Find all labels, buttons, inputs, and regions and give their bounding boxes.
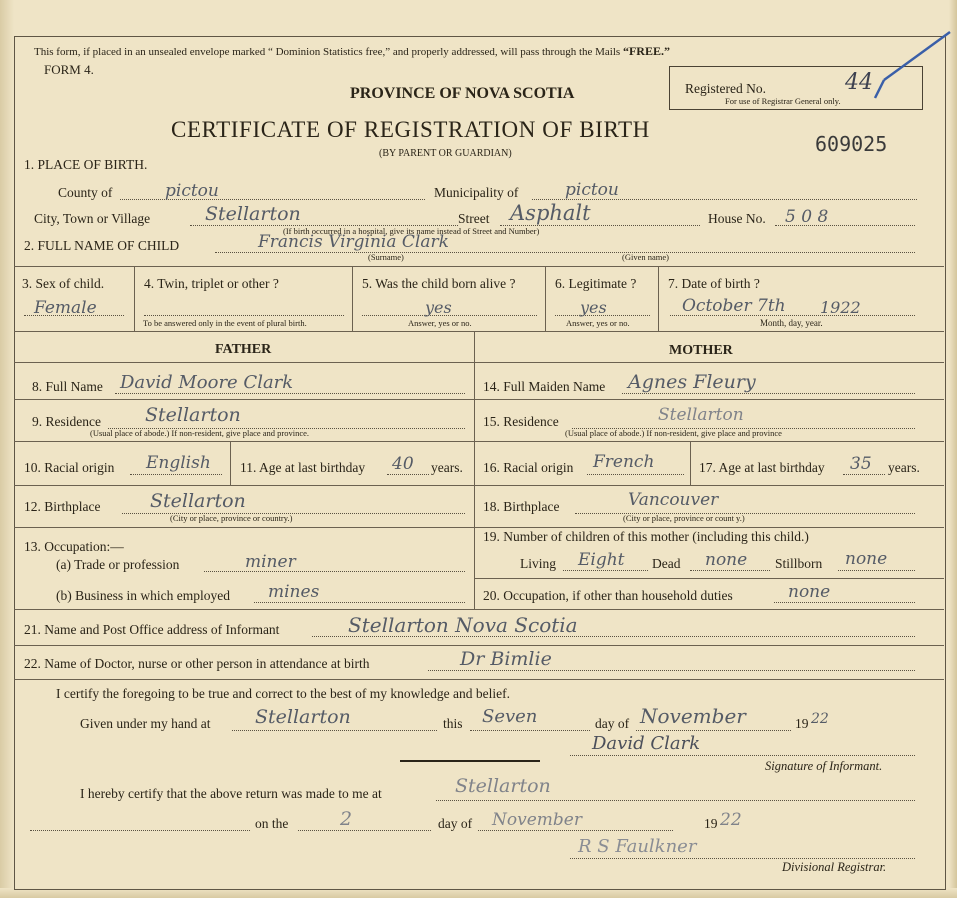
document-subtitle: (BY PARENT OR GUARDIAN) [379, 148, 512, 159]
occupation-heading: 13. Occupation:— [24, 539, 124, 554]
paper-right-edge [949, 0, 957, 898]
father-age-label: 11. Age at last birthday [240, 460, 366, 475]
father-rule-12 [14, 527, 474, 528]
dob-year: 1922 [820, 298, 861, 317]
dob-label: 7. Date of birth ? [668, 276, 760, 291]
city-label: City, Town or Village [34, 211, 151, 226]
divider-3-4 [134, 266, 135, 331]
living-label: Living [520, 556, 556, 571]
child-name-line [215, 252, 915, 253]
father-heading: FATHER [215, 342, 272, 357]
given-label: Given under my hand at [80, 716, 211, 731]
divider-4-5 [352, 266, 353, 331]
dead-line [690, 570, 770, 571]
mother-birthplace-label: 18. Birthplace [483, 499, 560, 514]
registrar-year-prefix: 19 [704, 816, 718, 831]
registrar-month-line [478, 830, 673, 831]
father-birthplace-label: 12. Birthplace [24, 499, 101, 514]
place-of-birth-heading: 1. PLACE OF BIRTH. [24, 157, 148, 172]
informant-label: 21. Name and Post Office address of Informant [24, 622, 280, 637]
business-line [254, 602, 465, 603]
year-suffix: 22 [811, 711, 829, 727]
mother-rule-15 [474, 441, 944, 442]
registrar-place-line [436, 800, 915, 801]
county-value: pictou [165, 181, 219, 201]
registrar-day-line [298, 830, 431, 831]
stillborn-line [838, 570, 915, 571]
mother-abode-note: (Usual place of abode.) If non-resident, give place and province [565, 428, 782, 438]
registrar-only-note: For use of Registrar General only. [725, 96, 841, 106]
registrar-statement: I hereby certify that the above return was made to me at [80, 786, 382, 801]
informant-value: Stellarton Nova Scotia [348, 613, 578, 637]
informant-signature: David Clark [592, 733, 701, 754]
registrar-day-of-label: day of [438, 816, 473, 831]
legitimate-value: yes [580, 298, 607, 317]
registrar-year-suffix: 22 [720, 810, 742, 830]
year-prefix: 19 [795, 716, 809, 731]
father-name-line [115, 393, 465, 394]
father-age-value: 40 [392, 454, 414, 474]
business-value: mines [268, 582, 320, 602]
father-name-value: David Moore Clark [120, 372, 294, 393]
hospital-note: (If birth occurred in a hospital, give its name instead of Street and Number) [283, 226, 540, 236]
county-label: County of [58, 185, 113, 200]
rule-below-informant [14, 645, 944, 646]
certificate-number: 609025 [815, 132, 888, 156]
father-abode-note: (Usual place of abode.) If non-resident, give place and province. [90, 428, 310, 438]
born-alive-label: 5. Was the child born alive ? [362, 276, 516, 291]
mother-birthplace-value: Vancouver [628, 490, 719, 510]
sex-value: Female [34, 298, 97, 318]
father-birthplace-value: Stellarton [150, 490, 246, 512]
registrar-place-value: Stellarton [455, 775, 551, 797]
mother-rule-19 [474, 578, 944, 579]
mother-racial-age-divider [690, 441, 691, 485]
province-heading: PROVINCE OF NOVA SCOTIA [350, 85, 575, 102]
registrar-signature-line [570, 858, 915, 859]
mother-name-label: 14. Full Maiden Name [483, 379, 606, 394]
mother-rule-14 [474, 399, 944, 400]
twin-line [144, 315, 344, 316]
city-value: Stellarton [205, 203, 301, 225]
registrar-signature-label: Divisional Registrar. [782, 860, 887, 874]
mother-years-label: years. [888, 460, 920, 475]
street-value: Asphalt [510, 201, 591, 225]
day-line [470, 730, 590, 731]
form-number: FORM 4. [44, 62, 94, 77]
given-place-line [232, 730, 437, 731]
father-years-label: years. [431, 460, 463, 475]
divider-6-7 [658, 266, 659, 331]
rule-below-doctor [14, 679, 944, 680]
mother-occupation-line [774, 602, 915, 603]
rule-above-row3 [14, 266, 944, 267]
born-alive-note: Answer, yes or no. [408, 318, 472, 328]
mother-racial-line [587, 474, 684, 475]
father-rule-9 [14, 441, 474, 442]
given-name-note: (Given name) [622, 252, 669, 262]
dob-month-day: October 7th [682, 296, 786, 316]
mother-occupation-label: 20. Occupation, if other than household duties [483, 588, 733, 603]
mother-age-line [843, 474, 885, 475]
father-rule-8 [14, 399, 474, 400]
day-of-label: day of [595, 716, 630, 731]
father-racial-label: 10. Racial origin [24, 460, 115, 475]
twin-note: To be answered only in the event of plural birth. [143, 318, 307, 328]
registrar-month-value: November [492, 810, 582, 830]
mother-age-label: 17. Age at last birthday [699, 460, 825, 475]
document-title: CERTIFICATE OF REGISTRATION OF BIRTH [171, 117, 650, 142]
mother-racial-label: 16. Racial origin [483, 460, 574, 475]
informant-signature-line [570, 755, 915, 756]
mail-notice [34, 44, 670, 59]
sex-label: 3. Sex of child. [22, 276, 105, 291]
divider-5-6 [545, 266, 546, 331]
rule-below-row3 [14, 331, 944, 332]
mail-notice-free: “FREE.” [622, 44, 670, 58]
father-racial-age-divider [230, 441, 231, 485]
twin-label: 4. Twin, triplet or other ? [144, 276, 279, 291]
mother-rule-16 [474, 485, 944, 486]
trade-label: (a) Trade or profession [56, 557, 180, 572]
mother-residence-value: Stellarton [658, 405, 744, 425]
stillborn-value: none [845, 549, 888, 569]
father-age-line [387, 474, 429, 475]
living-line [563, 570, 648, 571]
mother-name-line [622, 393, 915, 394]
parents-column-divider [474, 331, 475, 609]
child-name-value: Francis Virginia Clark [258, 232, 449, 252]
house-value: 5 0 8 [785, 207, 829, 227]
mail-notice-text: This form, if placed in an unsealed envelope marked “ Dominion Statistics free,” and properly addressed, will pass through the Mails [34, 46, 621, 58]
mother-rule-18 [474, 527, 944, 528]
day-value: Seven [482, 706, 538, 727]
rule-below-parents [14, 609, 944, 610]
paper-left-edge [0, 0, 14, 898]
stillborn-label: Stillborn [775, 556, 823, 571]
registrar-signature: R S Faulkner [578, 836, 697, 857]
registrar-day-value: 2 [340, 808, 353, 830]
doctor-line [428, 670, 915, 671]
trade-value: miner [245, 552, 296, 572]
mother-name-value: Agnes Fleury [628, 371, 756, 393]
children-count-label: 19. Number of children of this mother (including this child.) [483, 529, 809, 544]
mother-birthplace-note: (City or place, province or count y.) [623, 513, 745, 523]
surname-note: (Surname) [368, 252, 404, 262]
father-birthplace-note: (City or place, province or country.) [170, 513, 293, 523]
legitimate-label: 6. Legitimate ? [555, 276, 637, 291]
father-residence-value: Stellarton [145, 404, 241, 426]
street-label: Street [458, 211, 490, 226]
given-place-value: Stellarton [255, 706, 351, 728]
doctor-value: Dr Bimlie [460, 648, 552, 670]
father-name-label: 8. Full Name [32, 379, 103, 394]
dead-value: none [705, 550, 748, 570]
born-alive-value: yes [425, 298, 452, 317]
informant-signature-label: Signature of Informant. [765, 759, 883, 773]
on-the-lead-line [30, 830, 250, 831]
rule-below-headings [14, 362, 944, 363]
municipality-label: Municipality of [434, 185, 519, 200]
this-label: this [443, 716, 463, 731]
municipality-value: pictou [565, 180, 619, 200]
doctor-label: 22. Name of Doctor, nurse or other person in attendance at birth [24, 656, 370, 671]
mother-residence-label: 15. Residence [483, 414, 559, 429]
registered-value: 44 [845, 70, 873, 95]
separator-short [400, 760, 540, 762]
dead-label: Dead [652, 556, 681, 571]
dob-note: Month, day, year. [760, 318, 823, 328]
father-rule-10 [14, 485, 474, 486]
trade-line [204, 571, 465, 572]
father-residence-label: 9. Residence [32, 414, 101, 429]
father-racial-value: English [146, 453, 211, 473]
mother-racial-value: French [593, 452, 655, 472]
house-label: House No. [708, 211, 766, 226]
mother-heading: MOTHER [669, 343, 733, 358]
father-racial-line [130, 474, 222, 475]
month-value: November [640, 704, 746, 728]
mother-age-value: 35 [850, 454, 872, 474]
child-name-label: 2. FULL NAME OF CHILD [24, 238, 180, 253]
legitimate-note: Answer, yes or no. [566, 318, 630, 328]
registered-label: Registered No. [685, 81, 766, 96]
pen-check-mark [870, 28, 955, 108]
on-the-label: on the [255, 816, 289, 831]
certify-statement: I certify the foregoing to be true and correct to the best of my knowledge and belief. [56, 686, 510, 701]
business-label: (b) Business in which employed [56, 588, 230, 603]
living-value: Eight [578, 550, 625, 570]
mother-occupation-value: none [788, 582, 831, 602]
month-line [636, 730, 791, 731]
